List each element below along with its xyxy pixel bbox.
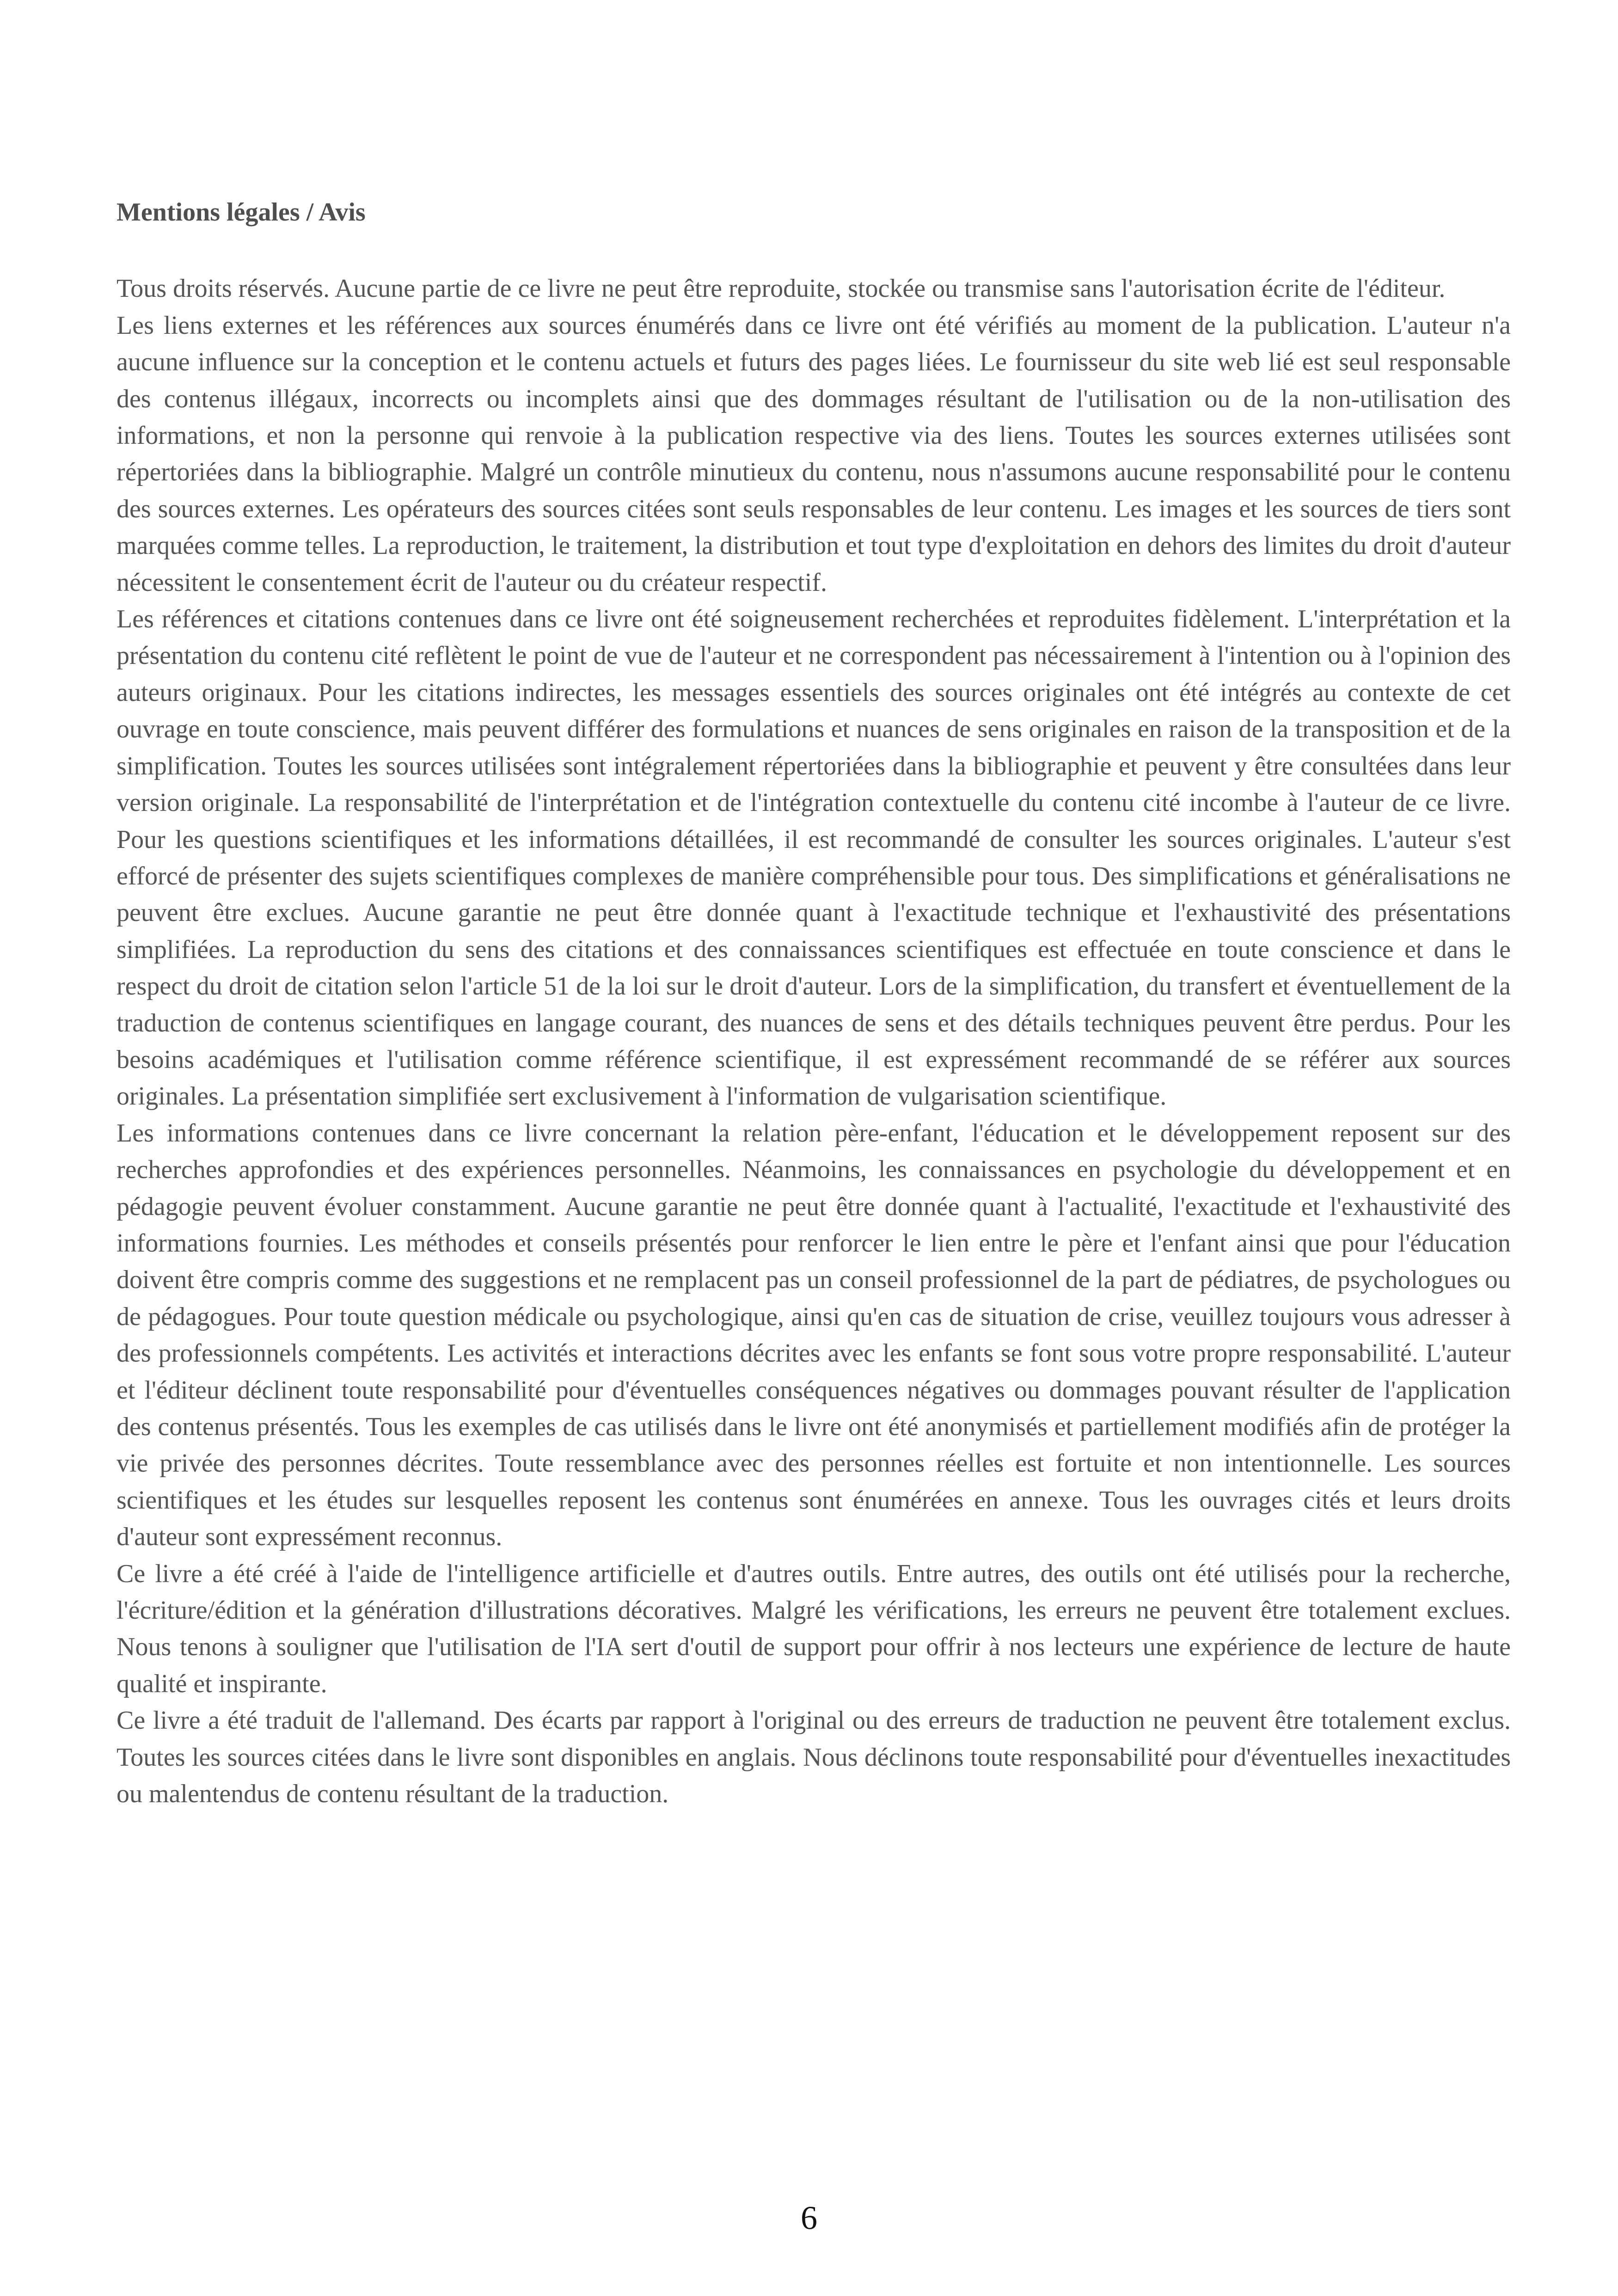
paragraph-information-disclaimer: Les informations contenues dans ce livre concernant la relation père-enfant, l'éducation et le développement reposent sur des recherches approfondies et des expériences personnelles. Néanmoins, les connaissances en psychologie du développement et en pédagogie peuvent évoluer constamment. Aucune garantie ne peut être donnée quant à l'actualité, l'exactitude et l'exhaustivité des informations fournies. Les méthodes et conseils présentés pour renforcer le lien entre le père et l'enfant ainsi que pour l'éducation doivent être compris comme des suggestions et ne remplacent pas un conseil professionnel de la part de pédiatres, de psychologues ou de pédagogues. Pour toute question médicale ou psychologique, ainsi qu'en cas de situation de crise, veuillez toujours vous adresser à des professionnels compétents. Les activités et interactions décrites avec les enfants se font sous votre propre responsabilité. L'auteur et l'éditeur déclinent toute responsabilité pour d'éventuelles conséquences négatives ou dommages pouvant résulter de l'application des contenus présentés. Tous les exemples de cas utilisés dans le livre ont été anonymisés et partiellement modifiés afin de protéger la vie privée des personnes décrites. Toute ressemblance avec des personnes réelles est fortuite et non intentionnelle. Les sources scientifiques et les études sur lesquelles reposent les contenus sont énumérées en annexe. Tous les ouvrages cités et leurs droits d'auteur sont expressément reconnus. [116,1118,1511,1552]
paragraph-external-links: Les liens externes et les références aux sources énumérés dans ce livre ont été vérifiés au moment de la publication. L'auteur n'a aucune influence sur la conception et le contenu actuels et futurs des pages liées. Le fournisseur du site web lié est seul responsable des contenus illégaux, incorrects ou incomplets ainsi que des dommages résultant de l'utilisation ou de la non-utilisation des informations, et non la personne qui renvoie à la publication respective via des liens. Toutes les sources externes utilisées sont répertoriées dans la bibliographie. Malgré un contrôle minutieux du contenu, nous n'assumons aucune responsabilité pour le contenu des sources externes. Les opérateurs des sources citées sont seuls responsables de leur contenu. Les images et les sources de tiers sont marquées comme telles. La reproduction, le traitement, la distribution et tout type d'exploitation en dehors des limites du droit d'auteur nécessitent le consentement écrit de l'auteur ou du créateur respectif. [116,311,1511,597]
paragraph-translation: Ce livre a été traduit de l'allemand. Des écarts par rapport à l'original ou des erreurs de traduction ne peuvent être totalement exclus. Toutes les sources citées dans le livre sont disponibles en anglais. Nous déclinons toute responsabilité pour d'éventuelles inexactitudes ou malentendus de contenu résultant de la traduction. [116,1706,1511,1809]
paragraph-copyright: Tous droits réservés. Aucune partie de ce livre ne peut être reproduite, stockée ou transmise sans l'autorisation écrite de l'éditeur. [116,274,1446,303]
page-heading: Mentions légales / Avis [116,198,366,227]
page-number: 6 [801,2199,817,2236]
paragraph-ai-usage: Ce livre a été créé à l'aide de l'intelligence artificielle et d'autres outils. Entre autres, des outils ont été utilisés pour la recherche, l'écriture/édition et la génération d'illustrations décoratives. Malgré les vérifications, les erreurs ne peuvent être totalement exclues. Nous tenons à souligner que l'utilisation de l'IA sert d'outil de support pour offrir à nos lecteurs une expérience de lecture de haute qualité et inspirante. [116,1559,1511,1698]
legal-notice-body [116,194,1511,1812]
paragraph-citations: Les références et citations contenues dans ce livre ont été soigneusement recherchées et reproduites fidèlement. L'interprétation et la présentation du contenu cité reflètent le point de vue de l'auteur et ne correspondent pas nécessairement à l'intention ou à l'opinion des auteurs originaux. Pour les citations indirectes, les messages essentiels des sources originales ont été intégrés au contexte de cet ouvrage en toute conscience, mais peuvent différer des formulations et nuances de sens originales en raison de la transposition et de la simplification. Toutes les sources utilisées sont intégralement répertoriées dans la bibliographie et peuvent y être consultées dans leur version originale. La responsabilité de l'interprétation et de l'intégration contextuelle du contenu cité incombe à l'auteur de ce livre. Pour les questions scientifiques et les informations détaillées, il est recommandé de consulter les sources originales. L'auteur s'est efforcé de présenter des sujets scientifiques complexes de manière compréhensible pour tous. Des simplifications et généralisations ne peuvent être exclues. Aucune garantie ne peut être donnée quant à l'exactitude technique et l'exhaustivité des présentations simplifiées. La reproduction du sens des citations et des connaissances scientifiques est effectuée en toute conscience et dans le respect du droit de citation selon l'article 51 de la loi sur le droit d'auteur. Lors de la simplification, du transfert et éventuellement de la traduction de contenus scientifiques en langage courant, des nuances de sens et des détails techniques peuvent être perdus. Pour les besoins académiques et l'utilisation comme référence scientifique, il est expressément recommandé de se référer aux sources originales. La présentation simplifiée sert exclusivement à l'information de vulgarisation scientifique. [116,605,1511,1111]
